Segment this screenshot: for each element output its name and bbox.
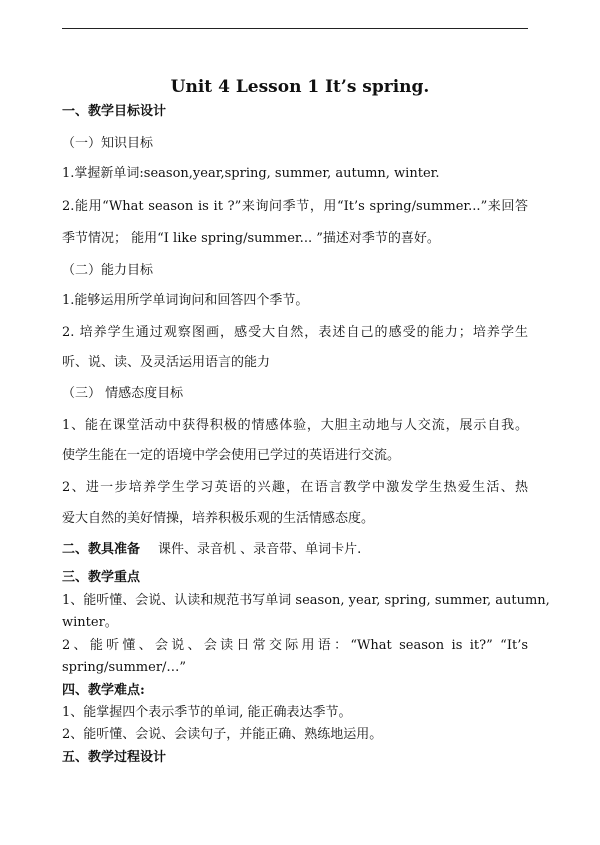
section2-content: 课件、录音机 、录音带、单词卡片. [158,542,362,557]
section4-heading: 四、教学难点: [62,683,145,698]
section3-item2-line1: 2、能听懂、会说、会读日常交际用语：“What season is it?” “It’s [62,638,528,653]
sub2-item2-line2: 听、说、读、及灵活运用语言的能力 [62,355,271,370]
sub1-item2-line2: 季节情况； 能用“I like spring/summer... ”描述对季节的喜好。 [62,231,440,246]
sub1-title: （一）知识目标 [62,136,154,151]
sub1-item1: 1.掌握新单词:season,year,spring, summer, autumn, winter. [62,166,440,181]
section4-item2: 2、能听懂、会说、会读句子，并能正确、熟练地运用。 [62,727,383,742]
sub1-item2-line1: 2.能用“What season is it ?”来询问季节，用“It’s spring/summer...”来回答 [62,199,528,214]
section4-item1: 1、能掌握四个表示季节的单词, 能正确表达季节。 [62,705,352,720]
sub2-item2-line1: 2. 培养学生通过观察图画，感受大自然，表述自己的感受的能力；培养学生 [62,325,528,340]
section3-item1-line2: winter。 [62,615,118,630]
section2-heading: 二、教具准备 [62,542,141,557]
sub2-item1: 1.能够运用所学单词询问和回答四个季节。 [62,293,309,308]
lesson-title: Unit 4 Lesson 1 It’s spring. [170,77,430,97]
section5-heading: 五、教学过程设计 [62,750,167,765]
sub3-item1-line1: 1、能在课堂活动中获得积极的情感体验，大胆主动地与人交流，展示自我。 [62,418,528,433]
sub3-item2-line1: 2、进一步培养学生学习英语的兴趣，在语言教学中激发学生热爱生活、热 [62,480,528,495]
sub2-title: （二）能力目标 [62,263,154,278]
section2-line [62,541,361,559]
section3-heading: 三、教学重点 [62,570,141,585]
section3-item2-line2: spring/summer/…” [62,660,187,675]
sub3-title: （三） 情感态度目标 [62,386,184,401]
sub3-item1-line2: 使学生能在一定的语境中学会使用已学过的英语进行交流。 [62,448,401,463]
section3-item1-line1: 1、能听懂、会说、认读和规范书写单词 season, year, spring, summer, autumn, [62,593,550,608]
header-rule [62,28,528,29]
sub3-item2-line2: 爱大自然的美好情操，培养积极乐观的生活情感态度。 [62,511,375,526]
section1-heading: 一、教学目标设计 [62,104,167,119]
